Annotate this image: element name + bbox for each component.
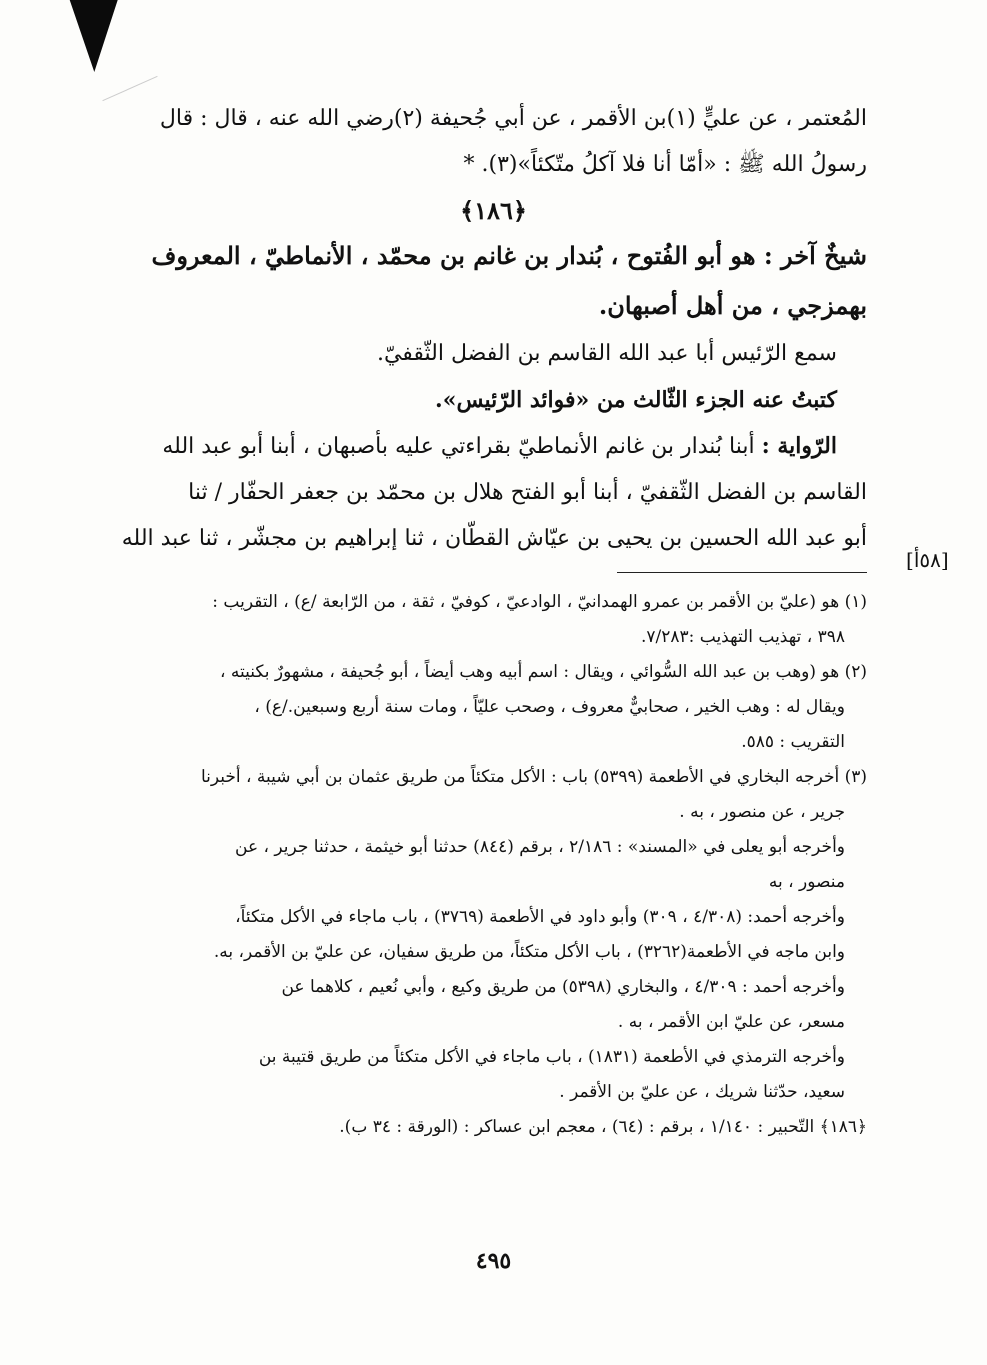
footnote-line: وأخرجه أحمد: (٤/٣٠٨ ، ٣٠٩) وأبو داود في الأطعمة (٣٧٦٩) ، باب ماجاء في الأكل متكئاً، [235,907,845,927]
footnote-line: وأخرجه أبو يعلى في «المسند» : ٢/١٨٦ ، برقم (٨٤٤) حدثنا أبو خيثمة ، حدثنا جرير ، عن [235,837,845,857]
footnote-line: (٢) هو (وهب بن عبد الله السُّوائي ، ويقال : اسم أبيه وهب أيضاً ، أبو جُحيفة ، مشهورٌ بكنيته ، [220,662,867,682]
footnote-line: ٣٩٨ ، تهذيب التهذيب :٧/٢٨٣. [640,627,845,647]
riwaya-section [120,423,867,562]
heading-line: بهمزجي ، من أهل أصبهان. [598,291,867,320]
page-content [120,96,867,1145]
footnote-line: (١) هو (عليّ بن الأقمر بن عمرو الهمدانيّ ، الوادعيّ ، كوفيّ ، ثقة ، من الرّابعة /ع) ، التقريب : [212,592,867,612]
footnote-line: وأخرجه أحمد : ٤/٣٠٩ ، والبخاري (٥٣٩٨) من طريق وكيع ، وأبي نُعيم ، كلاهما عن [281,977,845,997]
footnote-line: وأخرجه الترمذي في الأطعمة (١٨٣١) ، باب ماجاء في الأكل متكئاً من طريق قتيبة بن [258,1047,845,1067]
footnote-line: (٣) أخرجه البخاري في الأطعمة (٥٣٩٩) باب : الأكل متكئاً من طريق عثمان بن أبي شيبة ، أخبرنا [200,767,867,787]
text-line: المُعتمر ، عن عليٍّ (١)بن الأقمر ، عن أبي جُحيفة (٢)رضي الله عنه ، قال : قال [159,106,867,131]
footnote-line: ﴿١٨٦﴾ التّحبير : ١/١٤٠ ، برقم : (٦٤) ، معجم ابن عساكر : (الورقة : ٣٤ ب). [339,1117,867,1137]
page-number: ٤٩٥ [475,1248,512,1274]
scan-corner-mark [46,0,117,72]
footnotes [120,585,867,1145]
footnote-line: التقريب : ٥٨٥. [741,732,845,752]
riwaya-line: القاسم بن الفضل الثّقفيّ ، أبنا أبو الفتح هلال بن محمّد بن جعفر الحفّار / ثنا [188,480,867,505]
entry-heading [120,231,867,331]
heading-line: شيخٌ آخر : هو أبو الفُتوح ، بُندار بن غانم بن محمّد ، الأنماطيّ ، المعروف [151,241,867,270]
top-text [120,96,867,188]
footnote-line: مسعر، عن عليّ ابن الأقمر ، به . [617,1012,845,1032]
entry-number: ﴿١٨٦﴾ [460,196,527,225]
riwaya-text: أبنا بُندار بن غانم الأنماطيّ بقراءتي عليه بأصبهان ، أبنا أبو عبد الله [162,434,755,459]
footnote-line: منصور ، به [768,872,845,892]
footnote-divider [617,572,867,573]
footnote-line: ويقال له : وهب الخير ، صحابيٌّ معروف ، وصحب عليّاً ، ومات سنة أربع وسبعين./ع) ، [254,697,845,717]
text-line: كتبتُ عنه الجزء الثّالث من «فوائد الرّئيس». [435,387,837,413]
riwaya-label: الرّواية : [761,433,837,459]
footnote-line: وابن ماجه في الأطعمة(٣٢٦٢) ، باب الأكل متكئاً، من طريق سفيان، عن عليّ بن الأقمر، به. [213,942,845,962]
footnote-line: جرير ، عن منصور ، به . [679,802,845,822]
text-line: رسولُ الله ﷺ : «أمّا أنا فلا آكلُ متّكئاً»(٣). * [463,152,867,177]
text-line: سمع الرّئيس أبا عبد الله القاسم بن الفضل الثّقفيّ. [376,341,837,366]
riwaya-line: أبو عبد الله الحسين بن يحيى بن عيّاش القطّان ، ثنا إبراهيم بن مجشّر ، ثنا عبد الله [121,526,867,551]
footnote-line: سعيد، حدّثنا شريك ، عن عليّ بن الأقمر . [559,1082,845,1102]
margin-reference: [٥٨أ] [906,548,949,572]
